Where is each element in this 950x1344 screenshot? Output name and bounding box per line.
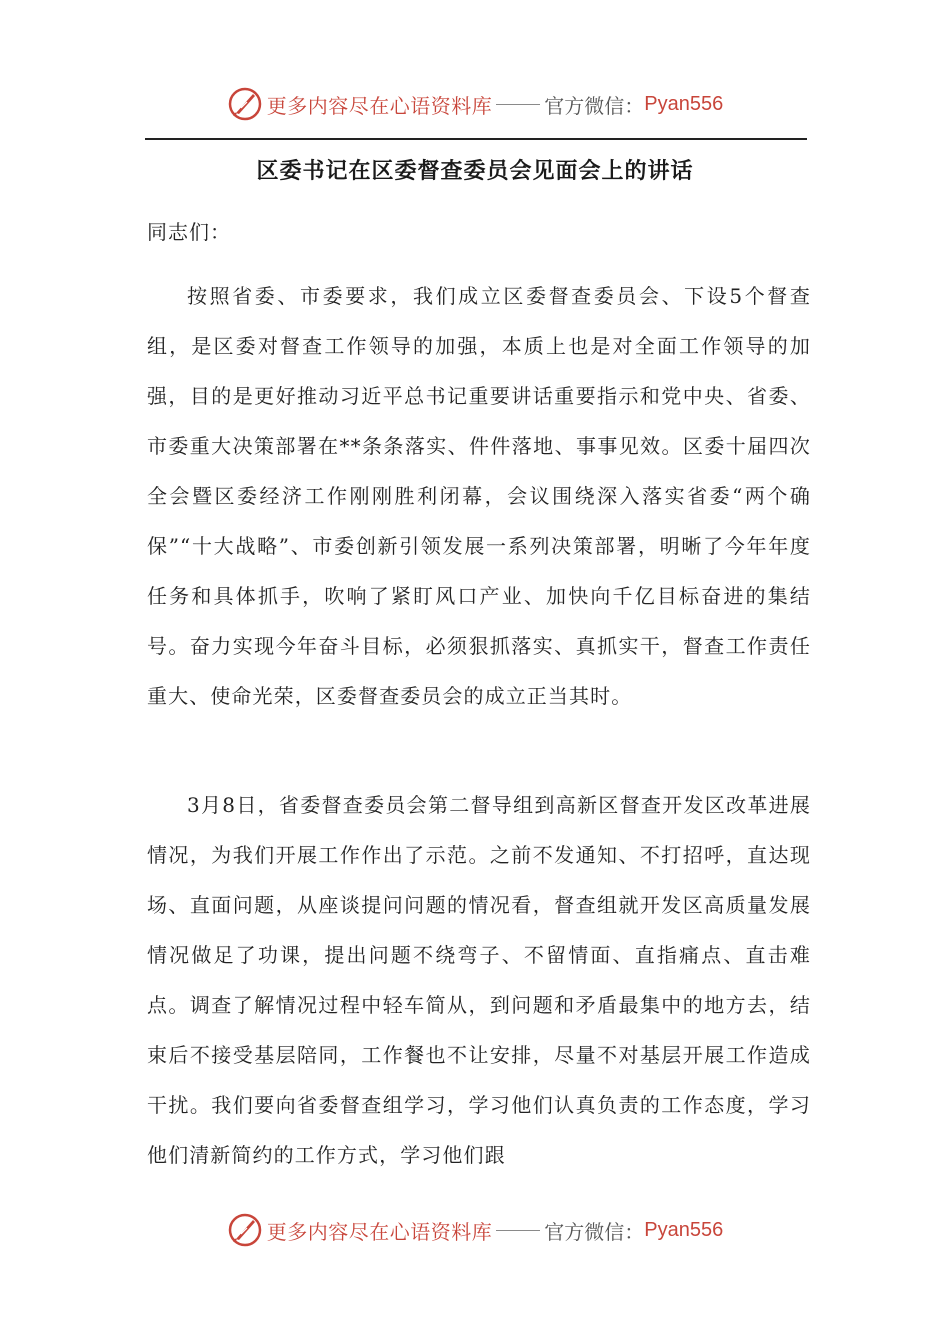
footer-banner	[0, 1208, 950, 1252]
brand-text: 更多内容尽在心语资料库	[266, 1219, 493, 1244]
wechat-label: 官方微信：	[544, 93, 645, 118]
wechat-id: Pyan556	[644, 92, 724, 115]
salutation: 同志们：	[147, 220, 231, 244]
paragraph: 3月8日，省委督查委员会第二督导组到高新区督查开发区改革进展情况，为我们开展工作作出了示范。之前不发通知、不打招呼，直达现场、直面问题，从座谈提问问题的情况看，督查组就开发区高质量发展情况做足了功课，提出问题不绕弯子、不留情面、直指痛点、直击难点。调查了解情况过程中轻车简从，到问题和矛盾最集中的地方去，结束后不接受基层陪同，工作餐也不让安排，尽量不对基层开展工作造成干扰。我们要向省委督查组学习，学习他们认真负责的工作态度，学习他们清新简约的工作方式，学习他们跟	[147, 793, 811, 1167]
paragraph: 按照省委、市委要求，我们成立区委督查委员会、下设5个督查组，是区委对督查工作领导的加强，本质上也是对全面工作领导的加强，目的是更好推动习近平总书记重要讲话重要指示和党中央、省委、市委重大决策部署在**条条落实、件件落地、事事见效。区委十届四次全会暨区委经济工作刚刚胜利闭幕，会议围绕深入落实省委“两个确保”“十大战略”、市委创新引领发展一系列决策部署，明晰了今年年度任务和具体抓手，吹响了紧盯风口产业、加快向千亿目标奋进的集结号。奋力实现今年奋斗目标，必须狠抓落实、真抓实干，督查工作责任重大、使命光荣，区委督查委员会的成立正当其时。	[147, 284, 811, 708]
document-title: 区委书记在区委督查委员会见面会上的讲话	[256, 159, 694, 184]
wechat-id: Pyan556	[644, 1218, 724, 1241]
banner-dash	[496, 1230, 540, 1231]
banner-dash	[496, 104, 540, 105]
quill-logo-icon	[227, 1212, 263, 1248]
wechat-label: 官方微信：	[544, 1219, 645, 1244]
brand-text: 更多内容尽在心语资料库	[266, 93, 493, 118]
quill-logo-icon	[227, 86, 263, 122]
header-banner	[0, 82, 950, 126]
header-rule	[145, 138, 807, 140]
